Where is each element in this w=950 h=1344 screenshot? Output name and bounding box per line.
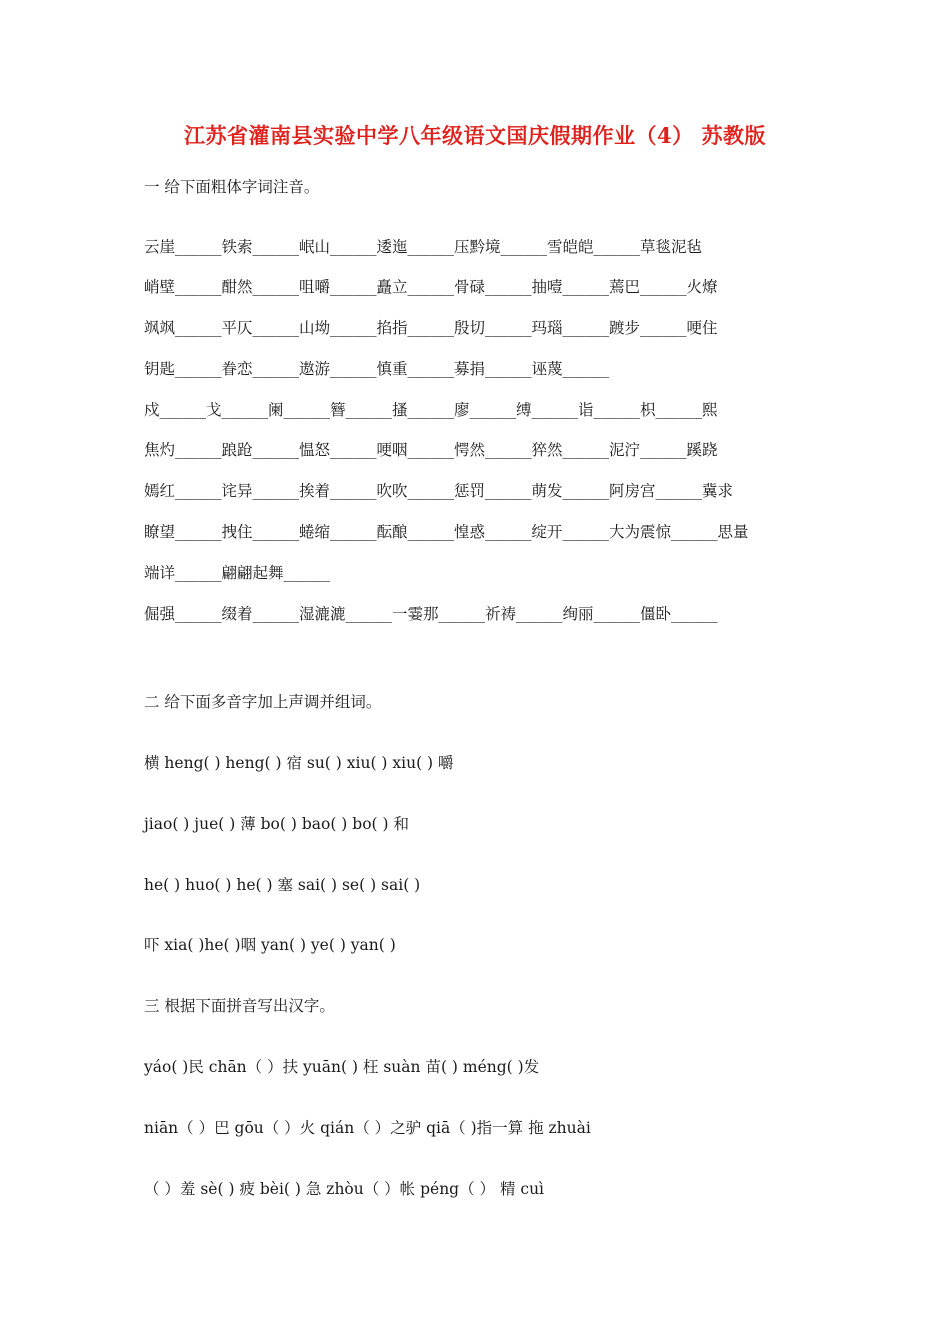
- s1-line-9: 端详______翩翩起舞______: [144, 564, 331, 582]
- s3-line-2: niān（ ）巴 gōu（ ）火 qián（ ）之驴 qiā（ )指一算 拖 zhuài: [144, 1119, 591, 1137]
- s2-line-1: 横 heng( ) heng( ) 宿 su( ) xiu( ) xiu( ) 嚼: [144, 754, 454, 772]
- s1-line-10: 倔强______缀着______湿漉漉______一霎那______祈祷______绚丽______僵卧______: [144, 605, 718, 623]
- s2-line-2: jiao( ) jue( ) 薄 bo( ) bao( ) bo( ) 和: [144, 815, 409, 833]
- s1-line-1: 云崖______铁索______岷山______逶迤______压黔境______雪皑皑______草毯泥毡: [144, 238, 703, 256]
- s1-line-5: 戍______戈______阑______簪______搔______廖______缚______诣______枳______熙: [144, 401, 718, 419]
- s1-line-4: 钥匙______眷恋______遨游______慎重______募捐______诬蔑______: [144, 360, 610, 378]
- s1-line-8: 瞭望______拽住______蜷缩______酝酿______惶惑______绽开______大为震惊______思量: [144, 523, 749, 541]
- section-1-heading: 一 给下面粗体字词注音。: [144, 178, 320, 196]
- s3-line-3: （ ）羞 sè( ) 疲 bèi( ) 急 zhòu（ ）帐 péng（ ） 精 cuì: [144, 1180, 545, 1198]
- s1-line-7: 嫣红______诧异______挨着______吹吹______惩罚______萌发______阿房宫______冀求: [144, 482, 734, 500]
- s2-line-4: 吓 xia( )he( )咽 yan( ) ye( ) yan( ): [144, 936, 396, 954]
- s2-line-3: he( ) huo( ) he( ) 塞 sai( ) se( ) sai( ): [144, 876, 421, 894]
- s1-line-2: 峭壁______酣然______咀嚼______矗立______骨碌______抽噎______蔫巴______火燎: [144, 278, 718, 296]
- s1-line-3: 飒飒______平仄______山坳______掐指______殷切______玛瑙______踱步______哽住: [144, 319, 718, 337]
- section-2-heading: 二 给下面多音字加上声调并组词。: [144, 693, 382, 711]
- document-title: 江苏省灌南县实验中学八年级语文国庆假期作业（4） 苏教版: [184, 123, 766, 148]
- s3-line-1: yáo( )民 chān（ ）扶 yuān( ) 枉 suàn 苗( ) méng( )发: [144, 1058, 540, 1076]
- section-3-heading: 三 根据下面拼音写出汉字。: [144, 997, 335, 1015]
- s1-line-6: 焦灼______踉跄______愠怒______哽咽______愕然______猝然______泥泞______蹊跷: [144, 441, 718, 459]
